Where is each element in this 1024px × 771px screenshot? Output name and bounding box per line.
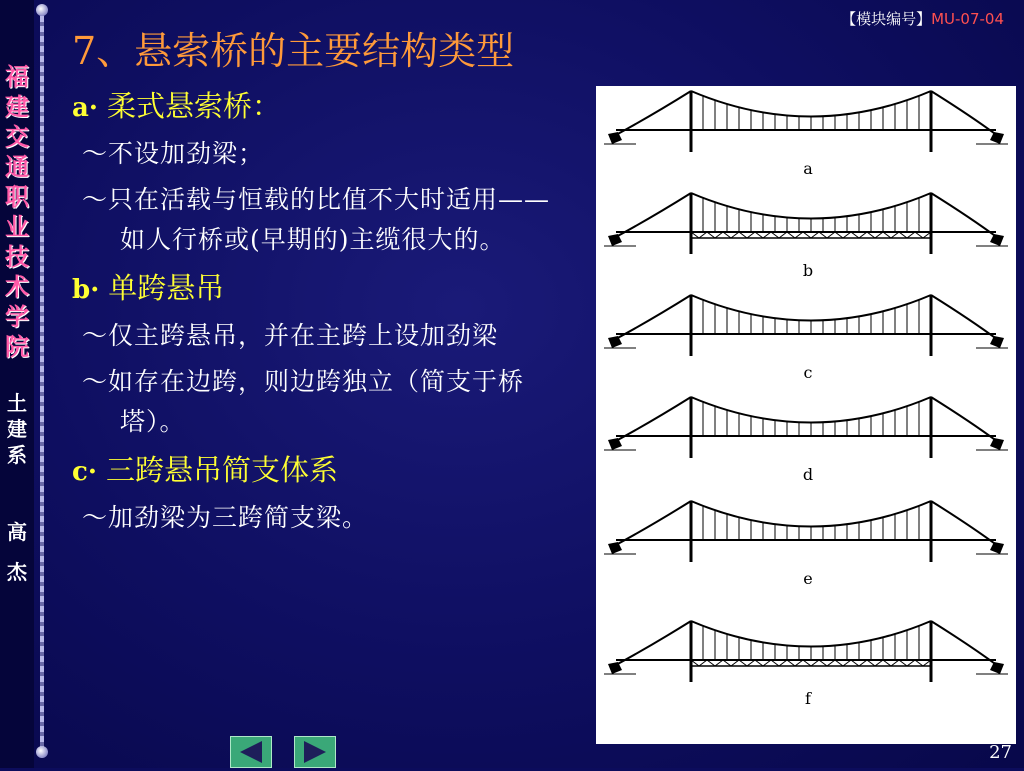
bullet-point: ～仅主跨悬吊，并在主跨上设加劲梁 xyxy=(82,321,499,350)
next-slide-button[interactable] xyxy=(294,736,336,768)
section-heading-b: b· 单跨悬吊 xyxy=(72,271,225,305)
bridge-types-figure xyxy=(596,86,1016,744)
bridge-type-c xyxy=(604,295,1008,382)
slide-content xyxy=(72,84,572,544)
bullet-point: ～不设加劲梁； xyxy=(82,139,265,168)
department-name: 土建系 xyxy=(7,391,27,467)
sidebar xyxy=(0,0,34,768)
bullet-point: ～如存在边跨，则边跨独立（简支于桥塔）。 xyxy=(82,367,525,436)
slide-title: 7、悬索桥的主要结构类型 xyxy=(72,29,515,73)
bullet-point: ～只在活载与恒载的比值不大时适用——如人行桥或(早期的)主缆很大的。 xyxy=(82,185,551,254)
bridge-label-f: f xyxy=(805,689,811,708)
author-name: 高杰 xyxy=(7,520,27,584)
school-name: 福建交通职业技术学院 xyxy=(5,63,29,361)
bullet-point: ～加劲梁为三跨简支梁。 xyxy=(82,503,369,532)
bridge-type-b xyxy=(604,193,1008,280)
module-code xyxy=(841,8,1004,29)
page-number: 27 xyxy=(989,742,1012,763)
bridge-label-a: a xyxy=(803,159,813,178)
bridge-label-b: b xyxy=(802,261,814,280)
arrow-left-icon xyxy=(231,737,271,767)
bridge-type-a xyxy=(604,91,1008,178)
bridge-diagram xyxy=(596,86,1016,744)
previous-slide-button[interactable] xyxy=(230,736,272,768)
bridge-type-d xyxy=(604,397,1008,484)
section-heading-a: a· 柔式悬索桥： xyxy=(72,89,281,123)
binder-rail xyxy=(36,0,48,768)
module-label: 【模块编号】 xyxy=(841,10,932,28)
arrow-right-icon xyxy=(295,737,335,767)
section-heading-c: c· 三跨悬吊简支体系 xyxy=(72,453,338,487)
module-code-value: MU-07-04 xyxy=(931,10,1004,28)
bridge-type-f xyxy=(604,621,1008,708)
bridge-label-c: c xyxy=(803,363,813,382)
bridge-label-e: e xyxy=(803,569,813,588)
bridge-type-e xyxy=(604,501,1008,588)
bridge-label-d: d xyxy=(802,465,814,484)
